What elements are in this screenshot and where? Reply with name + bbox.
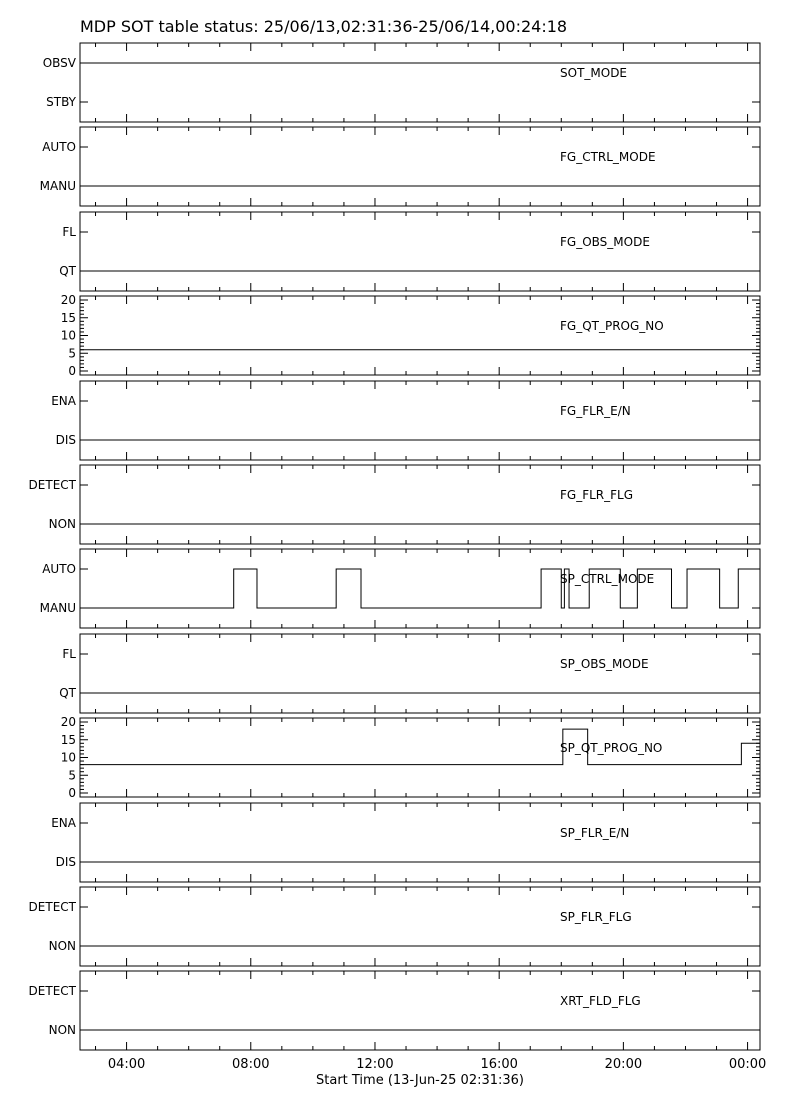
y-tick-label: DIS [55, 433, 76, 447]
x-axis-label: Start Time (13-Jun-25 02:31:36) [316, 1073, 524, 1088]
panel-frame [80, 212, 760, 291]
panel-frame [80, 803, 760, 882]
y-tick-label: NON [48, 517, 76, 531]
y-tick-label: 20 [60, 293, 76, 307]
panel-sp-flr-e-n [51, 803, 760, 882]
y-tick-label: DETECT [28, 478, 76, 492]
panel-label: XRT_FLD_FLG [560, 994, 641, 1008]
panel-label: SP_FLR_E/N [560, 826, 630, 840]
y-tick-label: DETECT [28, 984, 76, 998]
panel-frame [80, 465, 760, 544]
y-tick-label: MANU [39, 601, 76, 615]
chart-title: MDP SOT table status: 25/06/13,02:31:36-25/06/14,00:24:18 [80, 17, 568, 36]
y-tick-label: QT [59, 264, 76, 278]
panel-frame [80, 127, 760, 206]
panel-fg-flr-flg [29, 465, 760, 544]
panel-label: SP_QT_PROG_NO [560, 741, 663, 755]
x-tick-label: 04:00 [107, 1057, 146, 1072]
panel-sp-obs-mode [59, 634, 760, 713]
panel-frame [80, 381, 760, 460]
y-tick-label: NON [48, 1023, 76, 1037]
y-tick-label: 20 [60, 715, 76, 729]
y-tick-label: AUTO [42, 562, 76, 576]
x-tick-label: 00:00 [728, 1057, 767, 1072]
y-tick-label: OBSV [42, 56, 76, 70]
panel-label: FG_FLR_E/N [560, 404, 631, 418]
y-tick-label: 0 [68, 364, 76, 378]
y-tick-label: 5 [68, 346, 76, 361]
x-tick-label: 12:00 [356, 1057, 394, 1072]
y-tick-label: 5 [68, 768, 76, 783]
series-line [80, 569, 760, 608]
y-tick-label: MANU [39, 179, 76, 193]
y-tick-label: DIS [55, 855, 76, 869]
y-tick-label: AUTO [42, 140, 76, 154]
panel-label: SOT_MODE [560, 66, 628, 80]
y-tick-label: 10 [60, 328, 76, 343]
panel-sp-qt-prog-no [61, 715, 760, 800]
panel-fg-qt-prog-no [61, 293, 760, 378]
y-tick-label: 15 [60, 732, 76, 747]
panel-xrt-fld-flg [29, 971, 760, 1050]
panel-label: FG_FLR_FLG [560, 488, 634, 502]
x-tick-label: 16:00 [480, 1057, 518, 1072]
y-tick-label: FL [62, 225, 76, 239]
y-tick-label: ENA [51, 816, 76, 830]
y-tick-label: 0 [68, 786, 76, 800]
y-tick-label: DETECT [28, 900, 76, 914]
panel-frame [80, 718, 760, 797]
panel-label: SP_OBS_MODE [560, 657, 649, 671]
y-tick-label: NON [48, 939, 76, 953]
panel-label: FG_OBS_MODE [560, 235, 650, 249]
panel-fg-ctrl-mode [40, 127, 760, 206]
panel-frame [80, 549, 760, 628]
panel-label: SP_CTRL_MODE [560, 572, 655, 586]
y-tick-label: 10 [60, 750, 76, 765]
x-tick-label: 20:00 [604, 1057, 643, 1072]
panel-sp-ctrl-mode [40, 549, 760, 628]
y-tick-label: FL [62, 647, 76, 661]
panel-fg-flr-e-n [51, 381, 760, 460]
panel-sp-flr-flg [29, 887, 760, 966]
panel-frame [80, 634, 760, 713]
panel-frame [80, 43, 760, 122]
x-tick-label: 08:00 [232, 1057, 270, 1072]
y-tick-label: STBY [46, 95, 76, 109]
panel-label: FG_CTRL_MODE [560, 150, 656, 164]
panel-label: FG_QT_PROG_NO [560, 319, 664, 333]
panel-label: SP_FLR_FLG [560, 910, 632, 924]
panel-fg-obs-mode [59, 212, 760, 291]
panel-frame [80, 296, 760, 375]
panel-frame [80, 971, 760, 1050]
panel-frame [80, 887, 760, 966]
y-tick-label: ENA [51, 394, 76, 408]
panel-sot-mode [43, 43, 760, 122]
y-tick-label: 15 [60, 310, 76, 325]
y-tick-label: QT [59, 686, 76, 700]
